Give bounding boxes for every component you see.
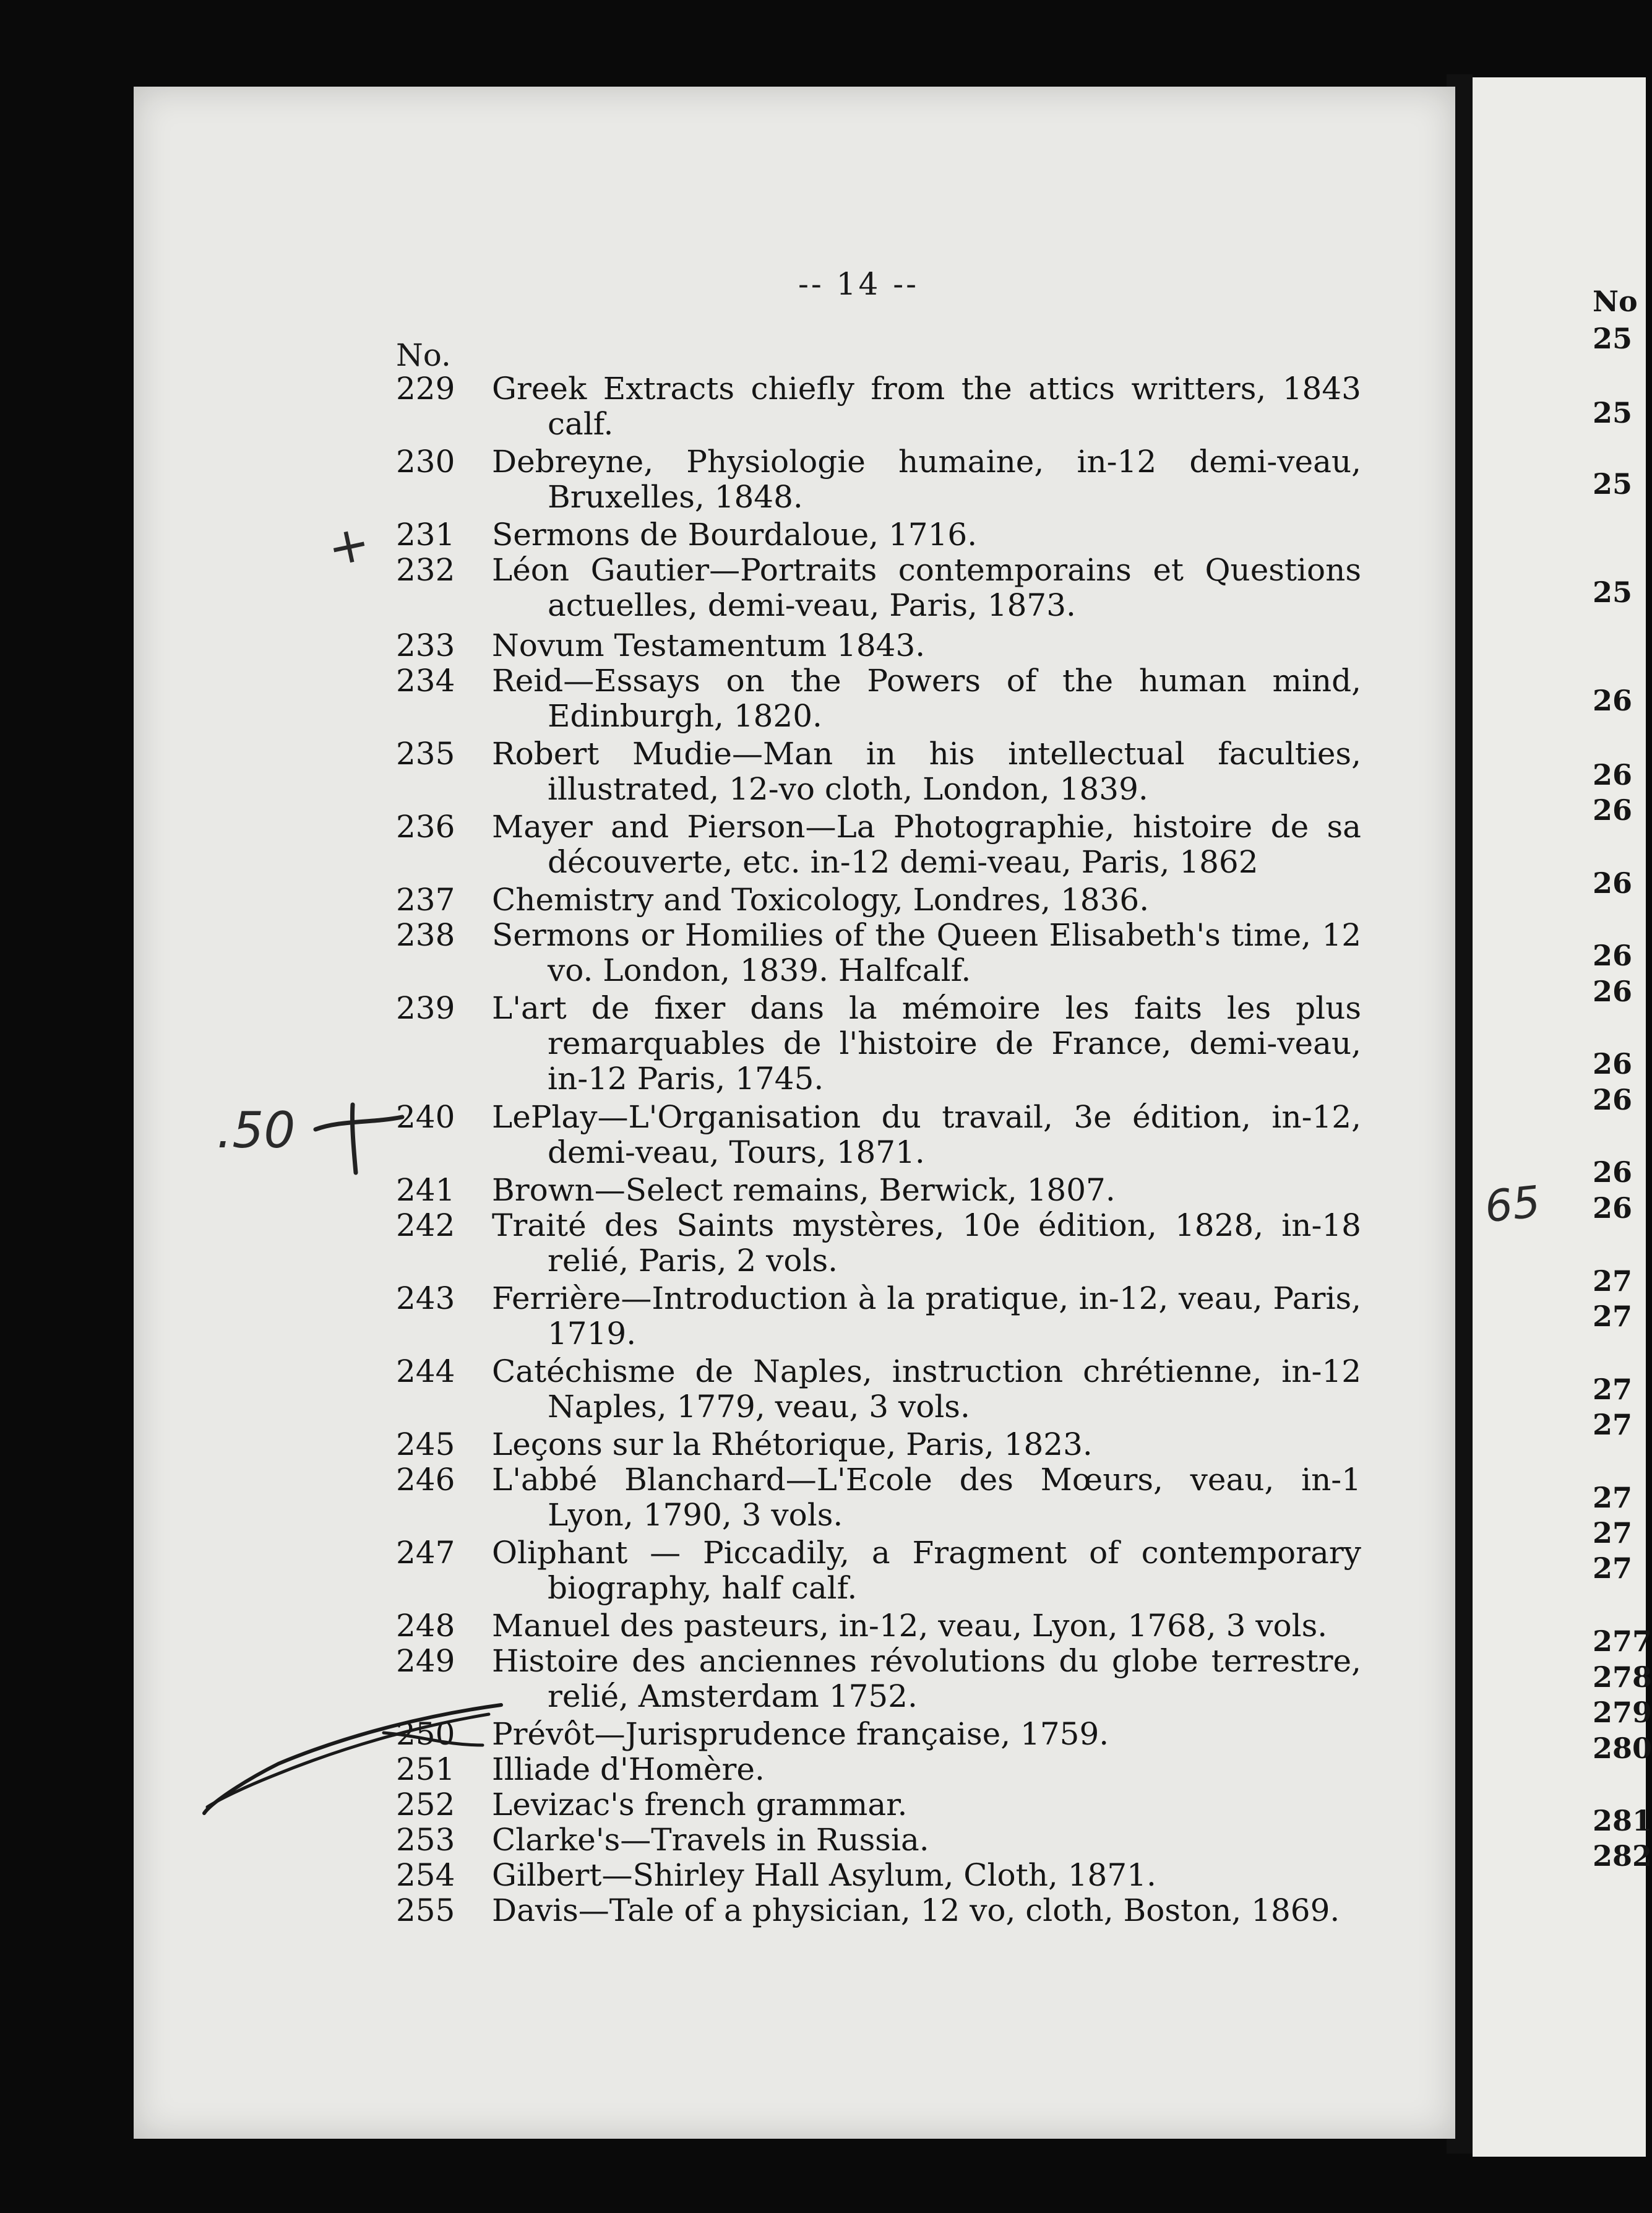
entry-text: Greek Extracts chiefly from the attics writters, 1843 calf. xyxy=(492,371,1361,442)
facing-page-number: 25 xyxy=(1593,322,1633,355)
number-column-header: No. xyxy=(396,337,451,373)
entry-number: 239 xyxy=(396,990,455,1026)
facing-page-number: 27 xyxy=(1593,1373,1633,1406)
facing-page-number: 278 xyxy=(1593,1660,1652,1694)
facing-page-number: 25 xyxy=(1593,467,1633,501)
entry-number: 253 xyxy=(396,1822,455,1858)
catalogue-entry xyxy=(396,1893,1361,1928)
handwritten-price-mark: 65 xyxy=(1482,1176,1543,1233)
entry-number: 243 xyxy=(396,1280,455,1316)
entry-number: 255 xyxy=(396,1892,455,1928)
entry-text: Debreyne, Physiologie humaine, in-12 demi-veau, Bruxelles, 1848. xyxy=(492,444,1361,515)
facing-page-number: 26 xyxy=(1593,793,1633,827)
entry-text: Ferrière—Introduction à la pratique, in-12, veau, Paris, 1719. xyxy=(492,1280,1361,1352)
entry-number: 231 xyxy=(396,517,455,553)
entry-text: Illiade d'Homère. xyxy=(492,1751,765,1787)
catalogue-entry xyxy=(396,371,1361,442)
catalogue-entry xyxy=(396,663,1361,734)
facing-page-number: No xyxy=(1593,285,1638,318)
catalogue-entry xyxy=(396,736,1361,807)
entry-text: Sermons de Bourdaloue, 1716. xyxy=(492,517,978,553)
catalogue-entry xyxy=(396,1100,1361,1170)
entry-text: L'abbé Blanchard—L'Ecole des Mœurs, veau, in-1 Lyon, 1790, 3 vols. xyxy=(492,1462,1361,1533)
catalogue-entry xyxy=(396,1281,1361,1352)
entry-number: 238 xyxy=(396,917,455,953)
entry-text: Léon Gautier—Portraits contemporains et Questions actuelles, demi-veau, Paris, 1873. xyxy=(492,552,1361,623)
facing-page-number: 27 xyxy=(1593,1551,1633,1585)
facing-page-number: 27 xyxy=(1593,1408,1633,1441)
entry-number: 250 xyxy=(396,1716,455,1752)
catalogue-entry xyxy=(396,1787,1361,1823)
catalogue-entry xyxy=(396,1823,1361,1858)
entry-number: 245 xyxy=(396,1426,455,1462)
entry-number: 235 xyxy=(396,736,455,772)
entry-number: 251 xyxy=(396,1751,455,1787)
entry-number: 249 xyxy=(396,1643,455,1679)
entry-text: Oliphant — Piccadily, a Fragment of contemporary biography, half calf. xyxy=(492,1535,1361,1606)
handwritten-plus-mark: + xyxy=(322,513,375,578)
entry-text: Traité des Saints mystères, 10e édition, 1828, in-18 relié, Paris, 2 vols. xyxy=(492,1207,1361,1279)
catalogue-entry xyxy=(396,1752,1361,1787)
entry-number: 244 xyxy=(396,1353,455,1389)
entry-text: Mayer and Pierson—La Photographie, histoire de sa découverte, etc. in-12 demi-veau, Paris, 1862 xyxy=(492,809,1361,880)
entry-text: Gilbert—Shirley Hall Asylum, Cloth, 1871. xyxy=(492,1857,1156,1893)
entry-number: 248 xyxy=(396,1608,455,1644)
handwritten-cross-stroke xyxy=(309,1102,408,1176)
facing-page-number: 281 xyxy=(1593,1804,1652,1837)
facing-page-number: 25 xyxy=(1593,576,1633,609)
facing-page-number: 27 xyxy=(1593,1481,1633,1514)
facing-page-number: 26 xyxy=(1593,939,1633,972)
entry-text: Davis—Tale of a physician, 12 vo, cloth, Boston, 1869. xyxy=(492,1892,1340,1928)
facing-page-number: 280 xyxy=(1593,1732,1652,1765)
facing-page-number: 27 xyxy=(1593,1264,1633,1298)
catalogue-entry xyxy=(396,1173,1361,1208)
catalogue-entry xyxy=(396,444,1361,515)
facing-page-number: 25 xyxy=(1593,396,1633,429)
catalogue-entry xyxy=(396,517,1361,553)
catalogue-entry xyxy=(396,1644,1361,1714)
entry-text: Robert Mudie—Man in his intellectual faculties, illustrated, 12-vo cloth, London, 1839. xyxy=(492,736,1361,807)
entry-text: Brown—Select remains, Berwick, 1807. xyxy=(492,1172,1116,1208)
entry-number: 234 xyxy=(396,663,455,699)
entry-text: Chemistry and Toxicology, Londres, 1836. xyxy=(492,882,1150,918)
catalogue-entry xyxy=(396,1608,1361,1644)
entry-text: Leçons sur la Rhétorique, Paris, 1823. xyxy=(492,1426,1093,1462)
catalogue-entry xyxy=(396,1354,1361,1425)
page-number: -- 14 -- xyxy=(798,266,919,302)
facing-page-number: 26 xyxy=(1593,1047,1633,1081)
entry-number: 246 xyxy=(396,1462,455,1498)
facing-page-number: 26 xyxy=(1593,684,1633,717)
entry-number: 240 xyxy=(396,1099,455,1135)
entry-text: Histoire des anciennes révolutions du globe terrestre, relié, Amsterdam 1752. xyxy=(492,1643,1361,1714)
entry-text: LePlay—L'Organisation du travail, 3e édition, in-12, demi-veau, Tours, 1871. xyxy=(492,1099,1361,1170)
entry-text: Levizac's french grammar. xyxy=(492,1787,908,1823)
facing-page-number: 26 xyxy=(1593,1083,1633,1116)
entry-number: 230 xyxy=(396,444,455,480)
facing-page-number: 279 xyxy=(1593,1696,1652,1729)
catalogue-entry xyxy=(396,1208,1361,1279)
entry-number: 252 xyxy=(396,1787,455,1823)
entry-text: Prévôt—Jurisprudence française, 1759. xyxy=(492,1716,1109,1752)
handwritten-price-mark: .50 xyxy=(217,1102,296,1159)
entry-text: Sermons or Homilies of the Queen Elisabeth's time, 12 vo. London, 1839. Halfcalf. xyxy=(492,917,1361,988)
catalogue-entry xyxy=(396,991,1361,1097)
facing-page-number: 282 xyxy=(1593,1839,1652,1873)
facing-page-number: 27 xyxy=(1593,1516,1633,1550)
catalogue-entry xyxy=(396,882,1361,918)
entry-number: 237 xyxy=(396,882,455,918)
entry-number: 242 xyxy=(396,1207,455,1243)
facing-page-number: 27 xyxy=(1593,1300,1633,1333)
catalogue-entry xyxy=(396,918,1361,988)
facing-page-number: 277 xyxy=(1593,1624,1652,1658)
entry-text: Manuel des pasteurs, in-12, veau, Lyon, 1768, 3 vols. xyxy=(492,1608,1328,1644)
entry-text: Catéchisme de Naples, instruction chrétienne, in-12 Naples, 1779, veau, 3 vols. xyxy=(492,1353,1361,1425)
facing-page-number: 26 xyxy=(1593,758,1633,792)
catalogue-entry xyxy=(396,1427,1361,1462)
entry-text: Reid—Essays on the Powers of the human mind, Edinburgh, 1820. xyxy=(492,663,1361,734)
facing-page-number: 26 xyxy=(1593,1155,1633,1189)
entry-number: 254 xyxy=(396,1857,455,1893)
catalogue-entry xyxy=(396,628,1361,663)
entry-number: 229 xyxy=(396,371,455,407)
handwritten-pointer-stroke xyxy=(198,1696,507,1819)
catalogue-entry xyxy=(396,1462,1361,1533)
catalogue-entry xyxy=(396,1535,1361,1606)
entry-number: 233 xyxy=(396,628,455,663)
entry-number: 247 xyxy=(396,1535,455,1571)
entry-text: L'art de fixer dans la mémoire les faits les plus remarquables de l'histoire de France, demi-veau, in-12 Paris, 1745. xyxy=(492,990,1361,1097)
catalogue-entry xyxy=(396,1858,1361,1893)
facing-page-number: 26 xyxy=(1593,866,1633,900)
entry-text: Novum Testamentum 1843. xyxy=(492,628,926,663)
entry-number: 236 xyxy=(396,809,455,845)
catalogue-entry xyxy=(396,1717,1361,1752)
catalogue-entry xyxy=(396,809,1361,880)
entry-number: 232 xyxy=(396,552,455,588)
facing-page-number: 26 xyxy=(1593,975,1633,1008)
catalogue-entry xyxy=(396,553,1361,623)
facing-page-number: 26 xyxy=(1593,1191,1633,1225)
entry-text: Clarke's—Travels in Russia. xyxy=(492,1822,929,1858)
entry-number: 241 xyxy=(396,1172,455,1208)
